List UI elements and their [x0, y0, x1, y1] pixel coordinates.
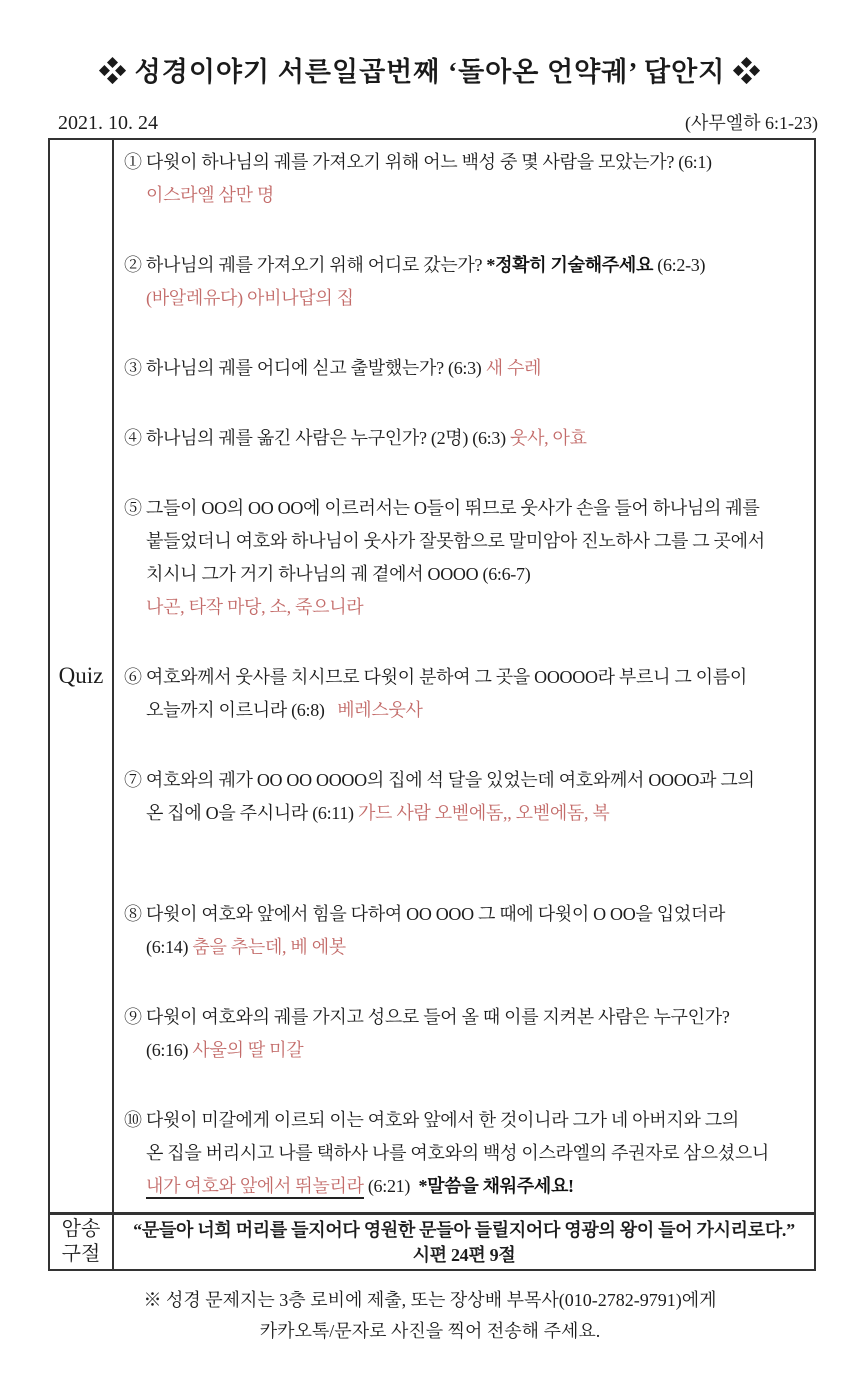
answer-text: (바알레유다) 아비나답의 집 — [146, 288, 354, 308]
memory-verse-label-cell — [50, 1215, 114, 1269]
question-text: 온 집을 버리시고 나를 택하사 나를 여호와의 백성 이스라엘의 주권자로 삼으셨으니 — [146, 1143, 769, 1163]
question-8 — [124, 898, 808, 964]
memory-verse-text: “문들아 너희 머리를 들지어다 영원한 문들아 들릴지어다 영광의 왕이 들어 가시리로다.” — [133, 1220, 795, 1240]
question-text: (6:21) — [363, 1176, 419, 1196]
memory-verse-reference: 시편 24편 9절 — [412, 1245, 516, 1265]
answer-text: 이스라엘 삼만 명 — [146, 185, 275, 205]
question-text: ⑥ 여호와께서 웃사를 치시므로 다윗이 분하여 그 곳을 OOOOO라 부르니 그 이름이 — [124, 667, 747, 687]
memory-verse-row — [50, 1215, 814, 1269]
question-text: ③ 하나님의 궤를 어디에 싣고 출발했는가? (6:3) — [124, 358, 486, 378]
question-text: ⑩ 다윗이 미갈에게 이르되 이는 여호와 앞에서 한 것이니라 그가 네 아버지와 그의 — [124, 1110, 739, 1130]
question-bold-note: *말씀을 채워주세요! — [418, 1176, 574, 1196]
question-line — [124, 694, 808, 727]
question-text: (6:14) — [146, 937, 193, 957]
question-text: ⑦ 여호와의 궤가 OO OO OOOO의 집에 석 달을 있었는데 여호와께서 OOOO과 그의 — [124, 770, 755, 790]
question-line — [124, 352, 808, 385]
question-line — [124, 422, 808, 455]
question-text: 붙들었더니 여호와 하나님이 웃사가 잘못함으로 말미암아 진노하사 그를 그 곳에서 — [146, 531, 765, 551]
question-text: ⑨ 다윗이 여호와의 궤를 가지고 성으로 들어 올 때 이를 지켜본 사람은 누구인가? — [124, 1007, 730, 1027]
answer-text: 가드 사람 오벧에돔,, 오벧에돔, 복 — [357, 803, 610, 823]
question-line — [124, 282, 808, 315]
question-line — [124, 1001, 808, 1034]
answer-text-underlined: 내가 여호와 앞에서 뛰놀리라 — [146, 1176, 364, 1199]
footer-line-2: 카카오톡/문자로 사진을 찍어 전송해 주세요. — [259, 1321, 601, 1341]
question-line — [124, 931, 808, 964]
question-line — [124, 525, 808, 558]
footer-line-1: ※ 성경 문제지는 3층 로비에 제출, 또는 장상배 부목사(010-2782-9791)에게 — [143, 1290, 717, 1310]
question-line — [124, 1137, 808, 1170]
memory-verse-content — [114, 1215, 814, 1269]
question-list — [114, 140, 814, 1212]
answer-text: 베레스웃사 — [337, 700, 423, 720]
question-text: ④ 하나님의 궤를 옮긴 사람은 누구인가? (2명) (6:3) — [124, 428, 510, 448]
question-line — [124, 558, 808, 591]
question-2 — [124, 249, 808, 315]
question-line — [124, 764, 808, 797]
question-5 — [124, 492, 808, 624]
question-9 — [124, 1001, 808, 1067]
question-3 — [124, 352, 808, 385]
question-10 — [124, 1104, 808, 1203]
question-line — [124, 179, 808, 212]
memory-verse-label-line1: 암송 — [61, 1218, 101, 1240]
page-title: ❖ 성경이야기 서른일곱번째 ‘돌아온 언약궤’ 답안지 ❖ — [98, 57, 762, 87]
question-7 — [124, 764, 808, 830]
date-label: 2021. 10. 24 — [58, 112, 158, 134]
quiz-label: Quiz — [58, 663, 104, 688]
quiz-row — [50, 140, 814, 1215]
question-bold-note: *정확히 기술해주세요 — [486, 255, 654, 275]
question-line — [124, 1104, 808, 1137]
question-text: ② 하나님의 궤를 가져오기 위해 어디로 갔는가? — [124, 255, 487, 275]
question-text: ① 다윗이 하나님의 궤를 가져오기 위해 어느 백성 중 몇 사람을 모았는가? (6:1) — [124, 152, 712, 172]
question-line — [124, 797, 808, 830]
question-text: (6:2-3) — [653, 255, 706, 275]
memory-verse-label-line2: 구절 — [61, 1243, 101, 1265]
question-text: 온 집에 O을 주시니라 (6:11) — [146, 803, 358, 823]
answer-text: 웃사, 아효 — [509, 428, 587, 448]
scripture-reference: (사무엘하 6:1-23) — [684, 113, 818, 133]
question-line — [124, 146, 808, 179]
question-text: 치시니 그가 거기 하나님의 궤 곁에서 OOOO (6:6-7) — [146, 564, 531, 584]
answer-text: 춤을 추는데, 베 에봇 — [192, 937, 346, 957]
question-line — [124, 492, 808, 525]
quiz-label-cell — [50, 140, 114, 1212]
meta-row — [58, 109, 818, 135]
question-line — [124, 591, 808, 624]
answer-text: 사울의 딸 미갈 — [192, 1040, 304, 1060]
question-line — [124, 661, 808, 694]
question-text: 오늘까지 이르니라 (6:8) — [146, 700, 338, 720]
question-1 — [124, 146, 808, 212]
answer-text: 새 수레 — [485, 358, 542, 378]
question-line — [124, 1034, 808, 1067]
question-line — [124, 1170, 808, 1203]
footer-note — [0, 1285, 860, 1347]
question-4 — [124, 422, 808, 455]
question-line — [124, 249, 808, 282]
answer-text: 나곤, 타작 마당, 소, 죽으니라 — [146, 597, 364, 617]
question-line — [124, 898, 808, 931]
question-text: (6:16) — [146, 1040, 193, 1060]
question-text: ⑤ 그들이 OO의 OO OO에 이르러서는 O들이 뛰므로 웃사가 손을 들어 하나님의 궤를 — [124, 498, 760, 518]
question-6 — [124, 661, 808, 727]
quiz-table — [48, 138, 816, 1271]
question-text: ⑧ 다윗이 여호와 앞에서 힘을 다하여 OO OOO 그 때에 다윗이 O OO을 입었더라 — [124, 904, 726, 924]
